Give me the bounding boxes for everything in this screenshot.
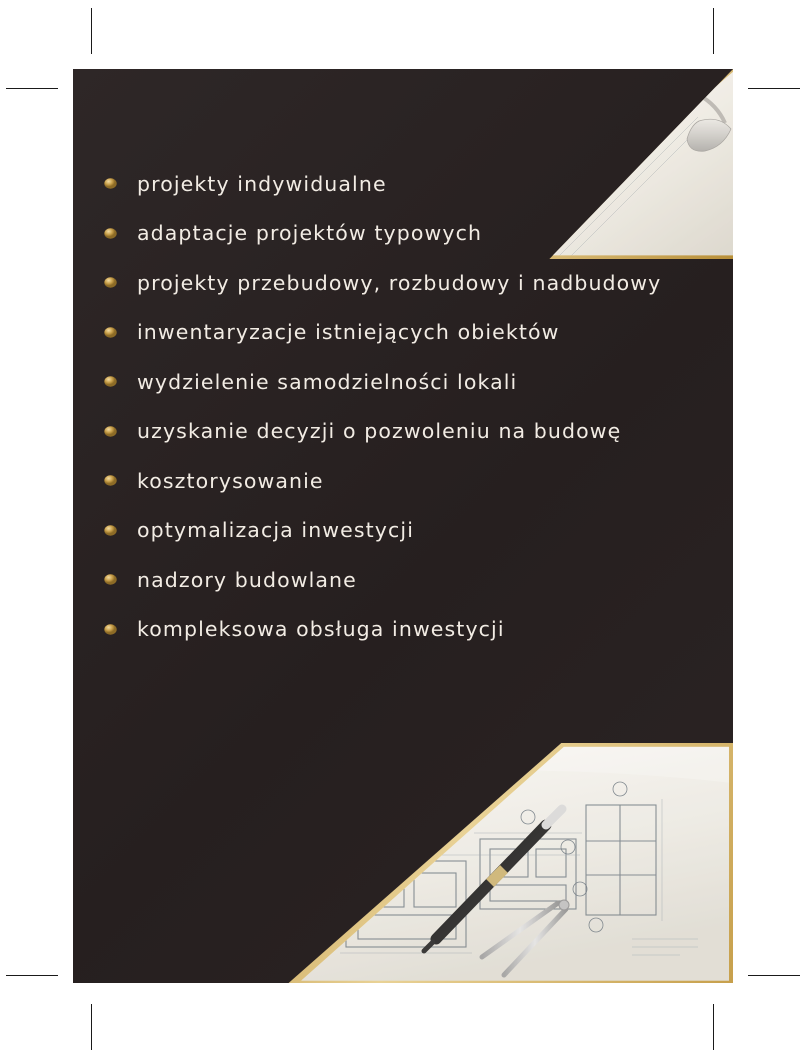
service-label: adaptacje projektów typowych xyxy=(137,221,483,246)
list-item xyxy=(104,555,724,605)
list-item xyxy=(104,506,724,556)
list-item xyxy=(104,605,724,655)
crop-mark-bottom-left xyxy=(91,1004,92,1050)
service-label: optymalizacja inwestycji xyxy=(137,518,414,543)
gold-dot-icon xyxy=(104,525,117,536)
service-label: inwentaryzacje istniejących obiektów xyxy=(137,320,560,345)
crop-mark-left-top xyxy=(6,88,58,89)
list-item xyxy=(104,258,724,308)
gold-dot-icon xyxy=(104,574,117,585)
list-item xyxy=(104,456,724,506)
content-panel xyxy=(73,69,733,983)
list-item xyxy=(104,357,724,407)
crop-mark-top-left xyxy=(91,8,92,54)
gold-dot-icon xyxy=(104,376,117,387)
list-item xyxy=(104,159,724,209)
crop-mark-bottom-right xyxy=(713,1004,714,1050)
service-label: uzyskanie decyzji o pozwoleniu na budowę xyxy=(137,419,622,444)
gold-dot-icon xyxy=(104,426,117,437)
gold-dot-icon xyxy=(104,624,117,635)
service-label: wydzielenie samodzielności lokali xyxy=(137,369,518,394)
service-label: nadzory budowlane xyxy=(137,567,357,592)
list-item xyxy=(104,308,724,358)
gold-dot-icon xyxy=(104,228,117,239)
services-list xyxy=(104,159,724,654)
drawings-image-bottom xyxy=(228,743,733,983)
service-label: kompleksowa obsługa inwestycji xyxy=(137,617,505,642)
crop-mark-right-bottom xyxy=(748,975,800,976)
list-item xyxy=(104,407,724,457)
gold-dot-icon xyxy=(104,475,117,486)
crop-mark-left-bottom xyxy=(6,975,58,976)
list-item xyxy=(104,209,724,259)
crop-mark-top-right xyxy=(713,8,714,54)
service-label: projekty indywidualne xyxy=(137,171,387,196)
service-label: projekty przebudowy, rozbudowy i nadbudowy xyxy=(137,270,662,295)
gold-dot-icon xyxy=(104,327,117,338)
blueprint-with-pen-photo xyxy=(228,743,733,983)
service-label: kosztorysowanie xyxy=(137,468,324,493)
crop-mark-right-top xyxy=(748,88,800,89)
gold-dot-icon xyxy=(104,178,117,189)
gold-dot-icon xyxy=(104,277,117,288)
